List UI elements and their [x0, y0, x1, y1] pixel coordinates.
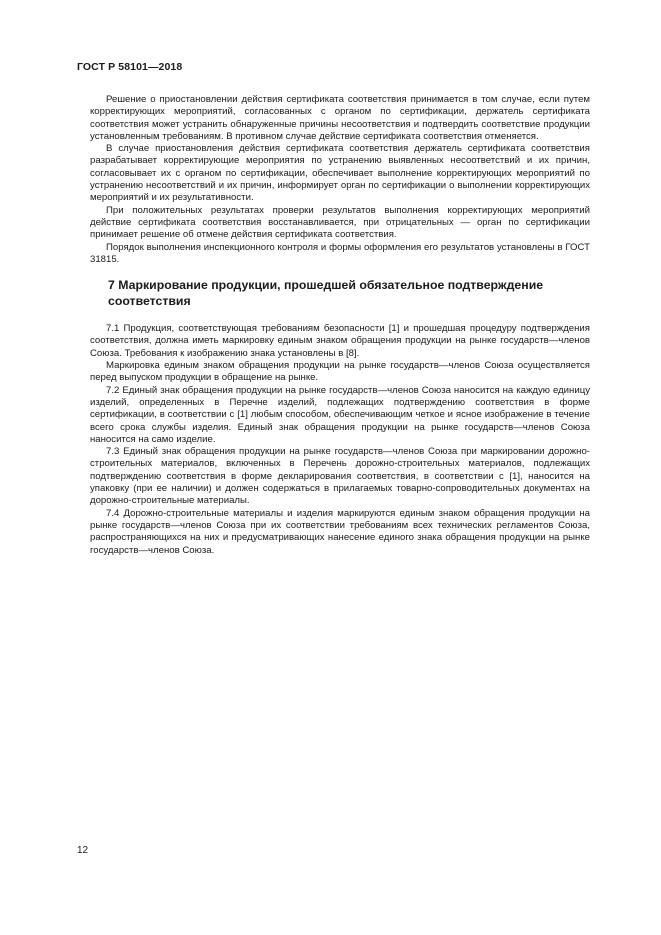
document-header: ГОСТ Р 58101—2018	[77, 61, 183, 73]
paragraph: 7.1 Продукция, соответствующая требованиям безопасности [1] и прошедшая процедуру подтверждения соответствия, должна иметь маркировку единым знаком обращения продукции на рынке государств—членов Союза. Требования к изображению знака установлены в [8].	[90, 323, 590, 359]
paragraph: 7.3 Единый знак обращения продукции на рынке государств—членов Союза при маркировании дорожно-строительных материалов, включенных в Перечень дорожно-строительных материалов, подлежащих подтверждению соответствия в форме декларирования соответствия, в соответствии с [1], наносится на упаковку (при ее наличии) и должен содержаться в прилагаемых товарно-сопроводительных документах на дорожно-строительные материалы.	[90, 446, 590, 507]
paragraph: 7.2 Единый знак обращения продукции на рынке государств—членов Союза наносится на каждую единицу изделий, определенных в Перечне изделий, подлежащих подтверждению соответствия в форме сертификации, в соответствии с [1] любым способом, обеспечивающим четкое и ясное изображение в течение всего срока службы изделия. Единый знак обращения продукции на рынке государств—членов Союза наносится на само изделие.	[90, 384, 590, 445]
paragraph: В случае приостановления действия сертификата соответствия держатель сертификата соответствия разрабатывает корректирующие мероприятия по устранению выявленных несоответствий и их причин, согласовывает их с органом по сертификации, обеспечивает выполнение корректирующих мероприятий по устранению несоответствий и их причин, информирует орган по сертификации о выполнении корректирующих мероприятий и их результативности.	[90, 143, 590, 204]
page-number: 12	[77, 845, 89, 856]
paragraph: Решение о приостановлении действия сертификата соответствия принимается в том случае, если путем корректирующих мероприятий, согласованных с органом по сертификации, держатель сертификата соответствия может устранить обнаруженные причины несоответствия и подтвердить соответствие продукции установленным требованиям. В противном случае действие сертификата соответствия отменяется.	[90, 94, 590, 142]
section-heading: 7 Маркирование продукции, прошедшей обязательное подтверждение соответствия	[108, 278, 544, 308]
paragraph: Порядок выполнения инспекционного контроля и формы оформления его результатов установлены в ГОСТ 31815.	[90, 241, 590, 265]
paragraph: Маркировка единым знаком обращения продукции на рынке государств—членов Союза осуществляется перед выпуском продукции в обращение на рынке.	[90, 360, 590, 384]
document-body	[90, 94, 590, 557]
paragraph: При положительных результатах проверки результатов выполнения корректирующих мероприятий действие сертификата соответствия восстанавливается, при отрицательных — орган по сертификации принимает решение об отмене действия сертификата соответствия.	[90, 204, 590, 241]
paragraph: 7.4 Дорожно-строительные материалы и изделия маркируются единым знаком обращения продукции на рынке государств—членов Союза при их соответствии требованиям всех технических регламентов Союза, распространяющихся на них и предусматривающих нанесение единого знака обращения продукции на рынке государств—членов Союза.	[90, 507, 590, 556]
